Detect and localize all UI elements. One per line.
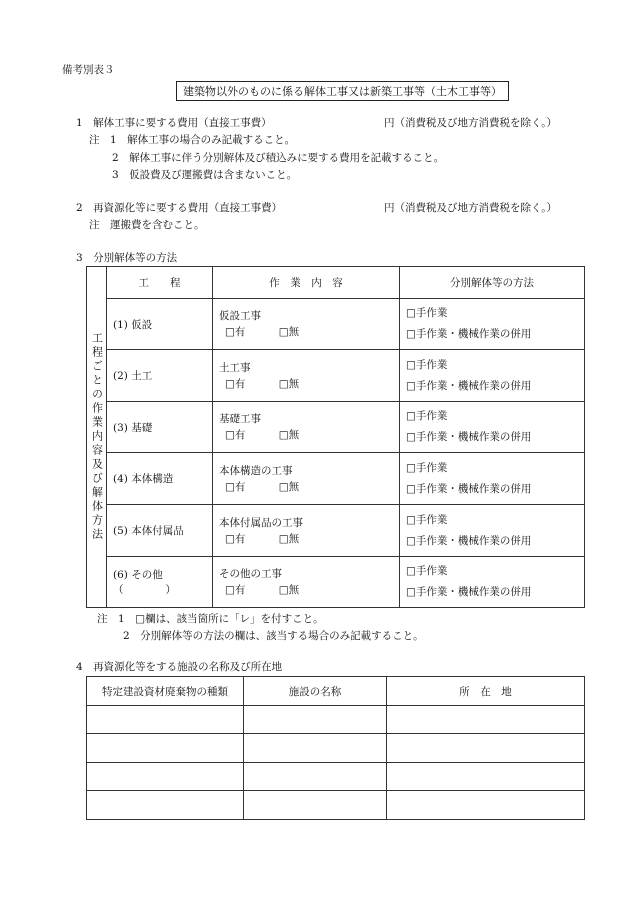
- header-method: 分別解体等の方法: [400, 267, 585, 299]
- table-row: [87, 402, 585, 453]
- facility-name-cell[interactable]: [244, 706, 387, 734]
- work-cell: [213, 299, 400, 350]
- work-cell: [213, 453, 400, 505]
- yes-checkbox[interactable]: □有: [225, 584, 246, 596]
- manual-checkbox[interactable]: □手作業: [406, 307, 448, 319]
- process-label: (5) 本体付属品: [113, 525, 184, 537]
- form-reference: 備考別表３: [62, 64, 115, 76]
- process-cell: [107, 402, 213, 453]
- table-row: [87, 453, 585, 505]
- work-label: 基礎工事: [219, 413, 261, 425]
- yes-checkbox[interactable]: □有: [225, 532, 246, 545]
- header-facility-name: 施設の名称: [244, 677, 387, 706]
- work-label: 本体付属品の工事: [219, 516, 303, 529]
- demolition-method-table: [86, 266, 585, 608]
- section2-label: 2 再資源化等に要する費用（直接工事費）: [76, 202, 283, 214]
- waste-type-cell[interactable]: [87, 734, 244, 763]
- process-cell: [107, 299, 213, 350]
- work-cell: [213, 505, 400, 557]
- no-checkbox[interactable]: □無: [278, 377, 300, 390]
- work-label: 土工事: [219, 361, 251, 374]
- manual-checkbox[interactable]: □手作業: [406, 513, 448, 526]
- section1-label: 1 解体工事に要する費用（直接工事費）: [76, 117, 272, 129]
- process-label: (2) 土工: [113, 370, 153, 382]
- address-cell[interactable]: [387, 791, 585, 820]
- process-other-blank[interactable]: （ ）: [113, 584, 176, 596]
- side-label-cell: [87, 267, 107, 608]
- facility-name-cell[interactable]: [244, 734, 387, 763]
- combined-checkbox[interactable]: □手作業・機械作業の併用: [406, 534, 532, 547]
- work-cell: [213, 402, 400, 453]
- yes-checkbox[interactable]: □有: [225, 377, 246, 390]
- section1-note3: 3 仮設費及び運搬費は含まないこと。: [112, 169, 298, 181]
- address-cell[interactable]: [387, 734, 585, 763]
- section1-note2: 2 解体工事に伴う分別解体及び積込みに要する費用を記載すること。: [112, 152, 445, 164]
- combined-checkbox[interactable]: □手作業・機械作業の併用: [406, 586, 532, 598]
- yes-checkbox[interactable]: □有: [225, 480, 246, 493]
- section3-note2: 2 分別解体等の方法の欄は、該当する場合のみ記載すること。: [123, 630, 424, 642]
- form-title: 建築物以外のものに係る解体工事又は新築工事等（土木工事等）: [176, 81, 509, 101]
- process-label: (3) 基礎: [113, 421, 153, 434]
- yes-checkbox[interactable]: □有: [225, 326, 246, 338]
- table-row: [87, 557, 585, 608]
- combined-checkbox[interactable]: □手作業・機械作業の併用: [406, 328, 532, 340]
- facility-name-cell[interactable]: [244, 791, 387, 820]
- process-label: (6) その他: [113, 569, 163, 581]
- combined-checkbox[interactable]: □手作業・機械作業の併用: [406, 431, 532, 443]
- method-cell: [400, 505, 585, 557]
- process-label: (4) 本体構造: [113, 473, 174, 485]
- facility-table: [86, 676, 585, 820]
- table-row: [87, 763, 585, 791]
- process-cell: [107, 350, 213, 402]
- yes-checkbox[interactable]: □有: [225, 429, 246, 441]
- process-cell: [107, 505, 213, 557]
- header-address: 所 在 地: [387, 677, 585, 706]
- table-row: [87, 791, 585, 820]
- section1-note1: 注 1 解体工事の場合のみ記載すること。: [89, 134, 296, 146]
- process-cell: [107, 453, 213, 505]
- side-label: 工程ごとの作業内容及び解体方法: [90, 332, 104, 542]
- work-cell: [213, 557, 400, 608]
- section2-yen: 円（消費税及び地方消費税を除く。）: [384, 202, 558, 214]
- combined-checkbox[interactable]: □手作業・機械作業の併用: [406, 482, 532, 495]
- table-row: [87, 505, 585, 557]
- manual-checkbox[interactable]: □手作業: [406, 358, 448, 371]
- no-checkbox[interactable]: □無: [278, 584, 300, 596]
- facility-name-cell[interactable]: [244, 763, 387, 791]
- method-cell: [400, 453, 585, 505]
- no-checkbox[interactable]: □無: [278, 532, 300, 545]
- address-cell[interactable]: [387, 763, 585, 791]
- no-checkbox[interactable]: □無: [278, 480, 300, 493]
- no-checkbox[interactable]: □無: [278, 326, 300, 338]
- waste-type-cell[interactable]: [87, 706, 244, 734]
- table-header-row: [87, 267, 585, 299]
- header-work: 作 業 内 容: [213, 267, 400, 299]
- section4-label: 4 再資源化等をする施設の名称及び所在地: [76, 661, 283, 673]
- section1-yen: 円（消費税及び地方消費税を除く。）: [384, 117, 558, 129]
- method-cell: [400, 299, 585, 350]
- section3-note1: 注 1 □欄は、該当箇所に「レ」を付すこと。: [97, 613, 324, 625]
- process-label: (1) 仮設: [113, 318, 153, 331]
- work-label: 仮設工事: [219, 310, 261, 322]
- section2-note: 注 運搬費を含むこと。: [89, 219, 205, 231]
- facility-header-row: [87, 677, 585, 706]
- header-waste-type: 特定建設資材廃棄物の種類: [87, 677, 244, 706]
- work-label: その他の工事: [219, 568, 282, 580]
- work-label: 本体構造の工事: [219, 464, 293, 477]
- header-process: 工 程: [107, 267, 213, 299]
- method-cell: [400, 350, 585, 402]
- address-cell[interactable]: [387, 706, 585, 734]
- table-row: [87, 350, 585, 402]
- manual-checkbox[interactable]: □手作業: [406, 410, 448, 422]
- combined-checkbox[interactable]: □手作業・機械作業の併用: [406, 379, 532, 392]
- waste-type-cell[interactable]: [87, 791, 244, 820]
- process-cell: [107, 557, 213, 608]
- method-cell: [400, 557, 585, 608]
- waste-type-cell[interactable]: [87, 763, 244, 791]
- no-checkbox[interactable]: □無: [278, 429, 300, 441]
- manual-checkbox[interactable]: □手作業: [406, 461, 448, 474]
- work-cell: [213, 350, 400, 402]
- table-row: [87, 734, 585, 763]
- manual-checkbox[interactable]: □手作業: [406, 565, 448, 577]
- table-row: [87, 706, 585, 734]
- section3-label: 3 分別解体等の方法: [76, 252, 178, 264]
- method-cell: [400, 402, 585, 453]
- table-row: [87, 299, 585, 350]
